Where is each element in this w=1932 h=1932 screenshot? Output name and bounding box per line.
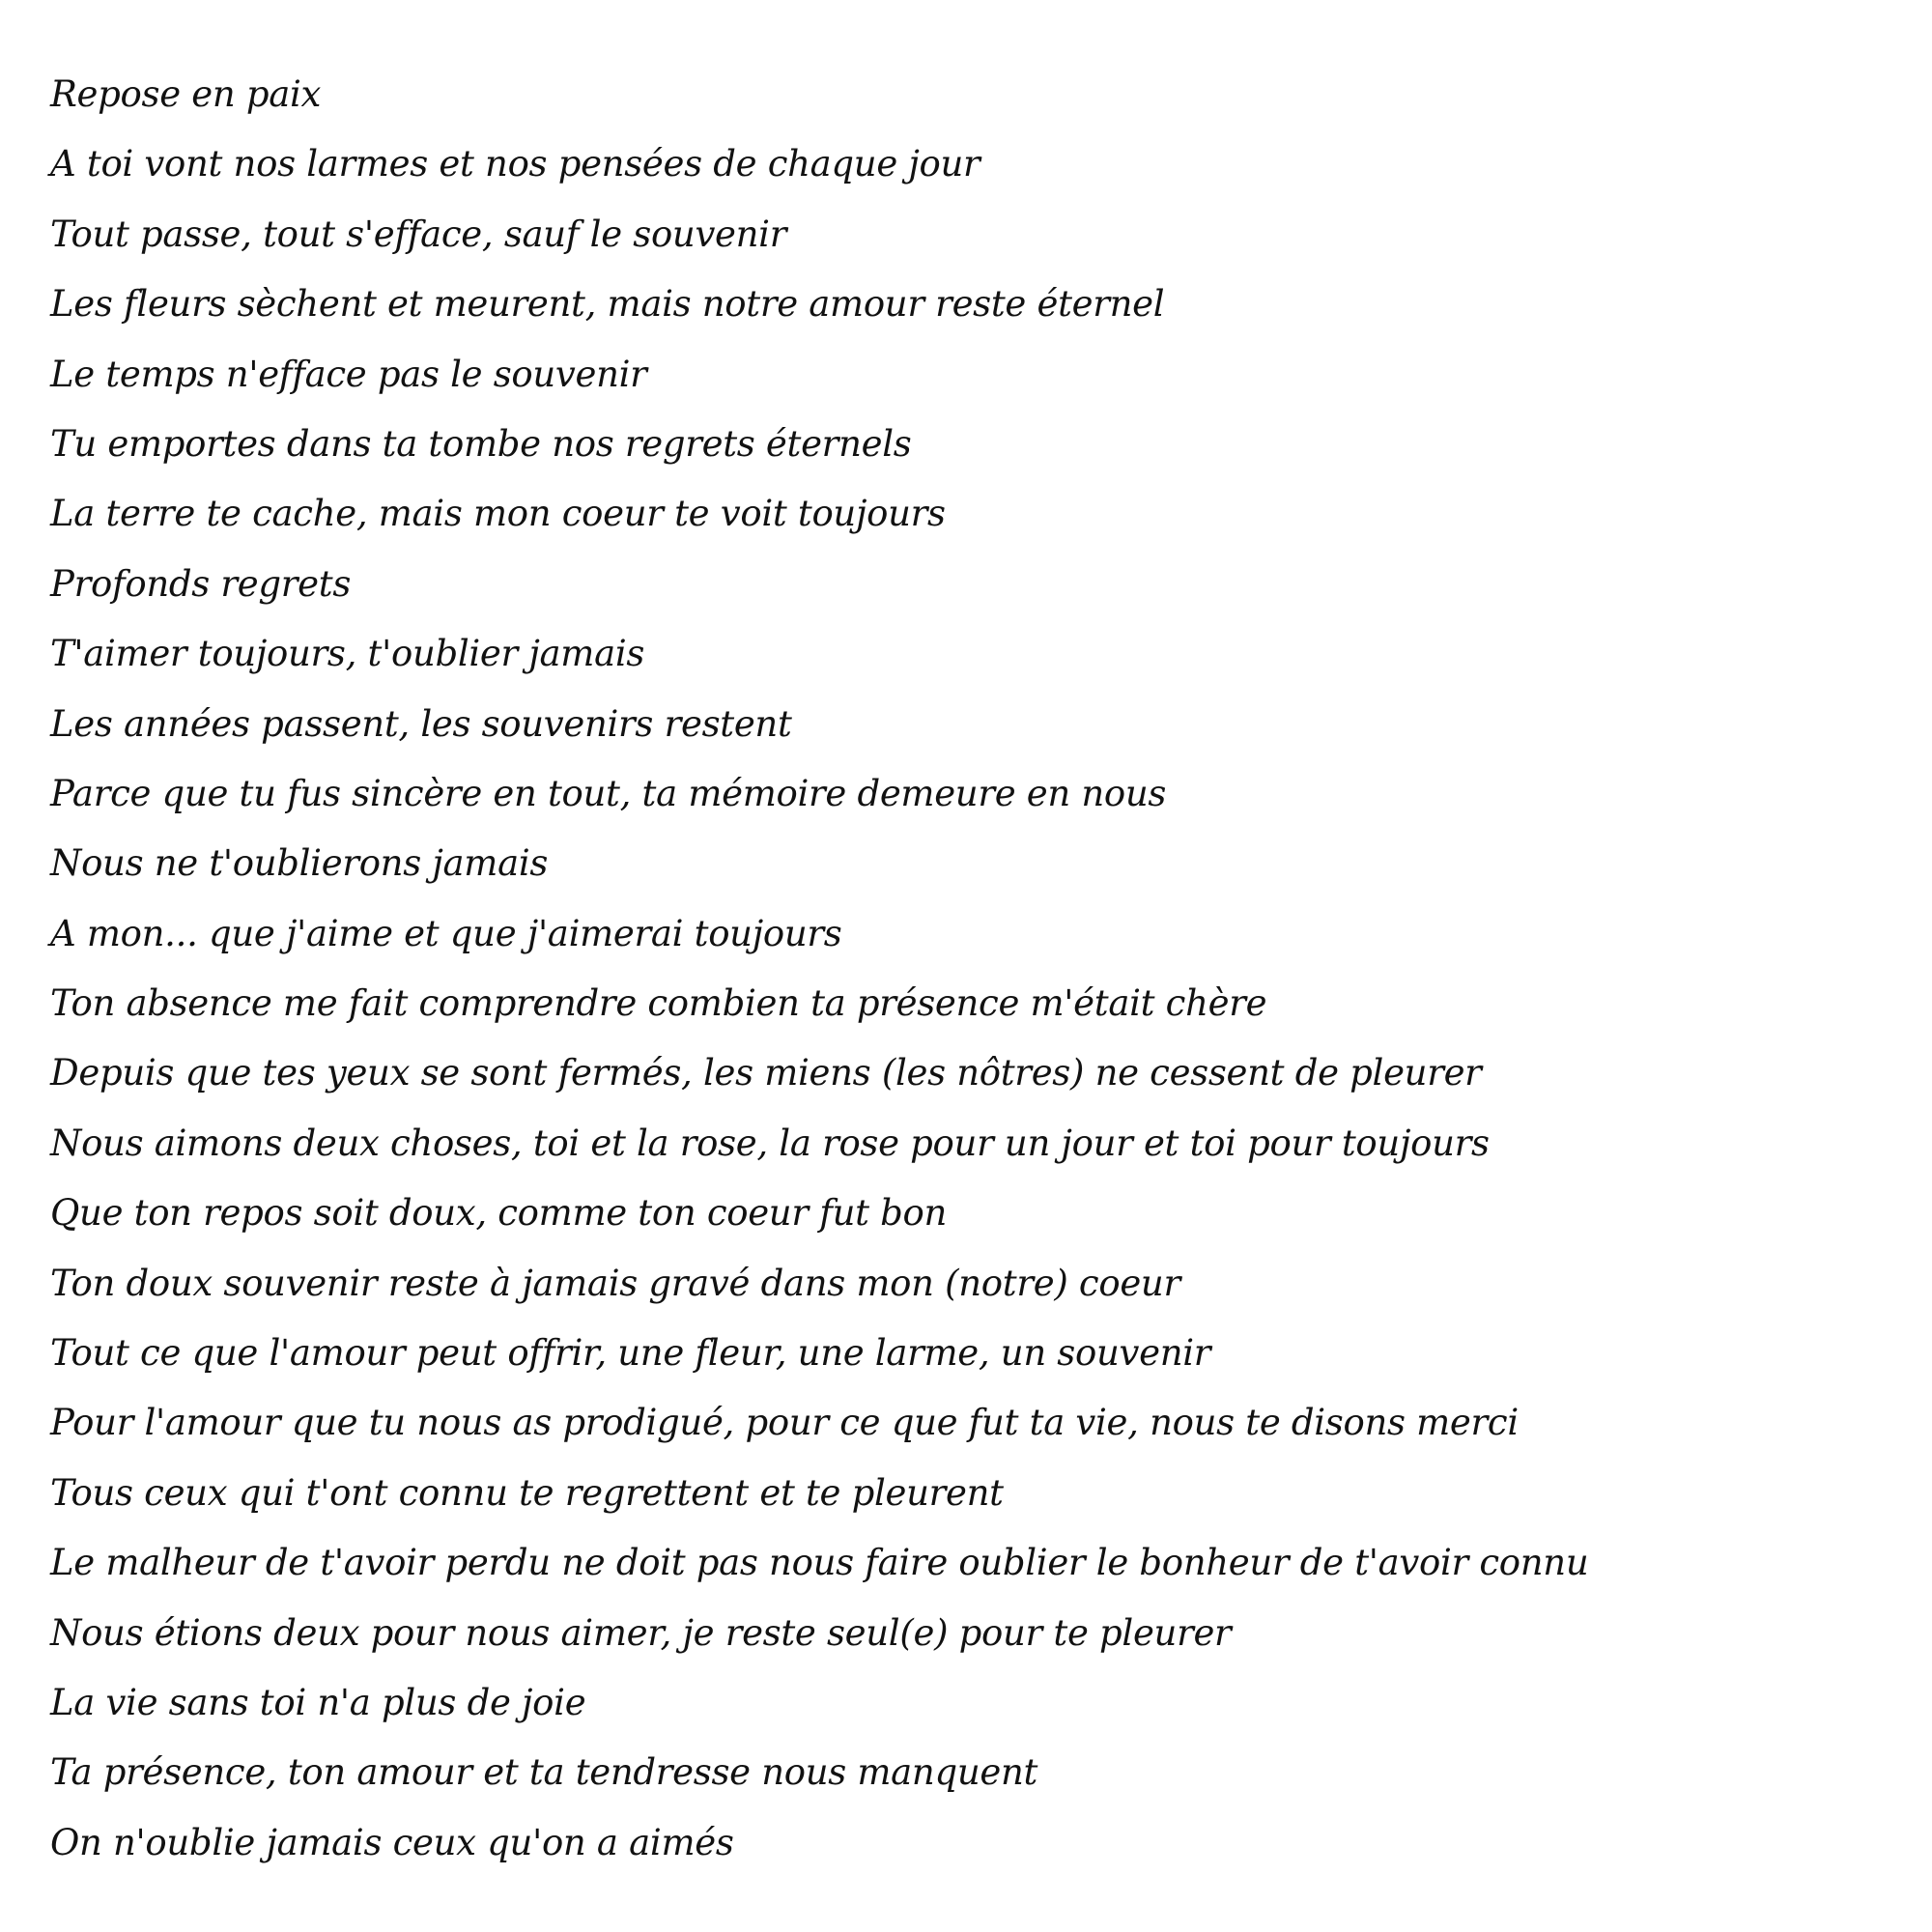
phrase-line: Le malheur de t'avoir perdu ne doit pas nous faire oublier le bonheur de t'avoir connu [50,1542,1589,1584]
phrase-line: Depuis que tes yeux se sont fermés, les miens (les nôtres) ne cessent de pleurer [50,1052,1482,1094]
phrase-line: Repose en paix [50,73,322,115]
phrase-line: Le temps n'efface pas le souvenir [50,353,647,395]
phrase-line: On n'oublie jamais ceux qu'on a aimés [50,1821,734,1863]
phrase-line: Ton doux souvenir reste à jamais gravé dans mon (notre) coeur [50,1262,1180,1304]
phrase-line: A toi vont nos larmes et nos pensées de chaque jour [50,143,980,185]
phrase-line: Tu emportes dans ta tombe nos regrets éternels [50,422,912,465]
phrase-line: Ta présence, ton amour et ta tendresse nous manquent [50,1751,1038,1794]
phrase-line: Les années passent, les souvenirs restent [50,702,792,745]
phrase-line: Ton absence me fait comprendre combien ta présence m'était chère [50,982,1267,1025]
phrase-list [50,60,1886,1878]
phrase-line: A mon... que j'aime et que j'aimerai toujours [50,912,842,954]
phrase-line: La vie sans toi n'a plus de joie [50,1681,586,1723]
phrase-line: Tout passe, tout s'efface, sauf le souvenir [50,213,787,255]
phrase-line: Pour l'amour que tu nous as prodigué, pour ce que fut ta vie, nous te disons merci [50,1402,1519,1444]
phrase-line: Les fleurs sèchent et meurent, mais notre amour reste éternel [50,283,1165,326]
phrase-line: Nous étions deux pour nous aimer, je reste seul(e) pour te pleurer [50,1611,1232,1654]
phrase-line: Parce que tu fus sincère en tout, ta mémoire demeure en nous [50,772,1167,814]
phrase-line: Tous ceux qui t'ont connu te regrettent et te pleurent [50,1471,1004,1514]
phrase-line: Profonds regrets [50,562,352,605]
phrase-line: Que ton repos soit doux, comme ton coeur fut bon [50,1192,948,1235]
phrase-line: Nous aimons deux choses, toi et la rose, la rose pour un jour et toi pour toujours [50,1122,1490,1164]
phrase-line: La terre te cache, mais mon coeur te voit toujours [50,493,946,535]
phrase-line: T'aimer toujours, t'oublier jamais [50,633,645,675]
phrase-line: Tout ce que l'amour peut offrir, une fleur, une larme, un souvenir [50,1332,1211,1375]
phrase-line: Nous ne t'oublierons jamais [50,842,549,885]
